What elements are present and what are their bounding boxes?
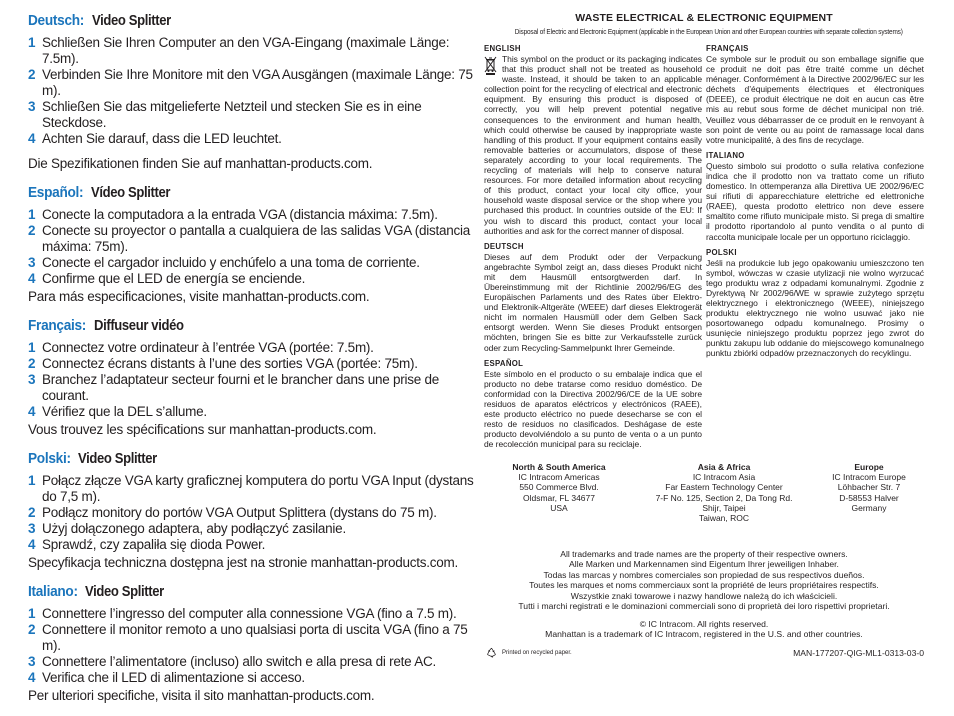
step-text: Confirme que el LED de energía se enciende. bbox=[42, 271, 306, 286]
step-text: Connettere l’ingresso del computer alla connessione VGA (fino a 7.5 m). bbox=[42, 606, 457, 621]
step-text: Conecte el cargador incluido y enchúfelo a una toma de corriente. bbox=[42, 255, 420, 270]
step bbox=[28, 340, 474, 356]
address-europe bbox=[814, 462, 924, 523]
spec-note: Para más especificaciones, visite manhattan-products.com. bbox=[28, 289, 370, 304]
steps-list bbox=[28, 340, 474, 420]
address-line: Germany bbox=[851, 502, 887, 513]
step-number: 3 bbox=[28, 654, 36, 669]
crossed-out-bin-icon bbox=[484, 55, 497, 75]
address-line: Far Eastern Technology Center bbox=[665, 482, 783, 493]
step-text: Connectez votre ordinateur à l’entrée VGA (portée: 7.5m). bbox=[42, 340, 374, 355]
weee-column-left bbox=[484, 44, 702, 455]
section-title: Video Splitter bbox=[85, 584, 165, 600]
weee-language: POLSKI bbox=[706, 247, 737, 257]
language-name: Français: bbox=[28, 318, 87, 334]
weee-title: WASTE ELECTRICAL & ELECTRONIC EQUIPMENT bbox=[575, 12, 833, 24]
section-title: Diffuseur vidéo bbox=[94, 318, 184, 334]
section-title: Video Splitter bbox=[77, 451, 157, 467]
step-number: 1 bbox=[28, 473, 36, 488]
steps-list bbox=[28, 606, 474, 686]
spec-note: Die Spezifikationen finden Sie auf manhattan-products.com. bbox=[28, 156, 373, 171]
spec-note: Specyfikacja techniczna dostępna jest na stronie manhattan-products.com. bbox=[28, 555, 458, 570]
spec-note: Vous trouvez les spécifications sur manhattan-products.com. bbox=[28, 422, 377, 437]
weee-language: ENGLISH bbox=[484, 44, 521, 53]
trademark-line: Todas las marcas y nombres comerciales son propiedad de sus respectivos dueños. bbox=[543, 569, 865, 580]
step bbox=[28, 255, 474, 271]
step bbox=[28, 505, 474, 521]
weee-subtitle: Disposal of Electric and Electronic Equipment (applicable in the European Union and other European countries with separate collection systems) bbox=[514, 27, 903, 36]
weee-text: Jeśli na produkcie lub jego opakowaniu umieszczono ten symbol, wówczas w czasie utylizacji nie wolno wyrzucać tego produktu wraz z odpadami komunalnymi. Zgodnie z Dyrektywą Nr 2002/96/WE w sprawie zużytego sprzętu elektrycznego i elektronicznego (WEEE), niniejszego produktu elektrycznego nie wolno usuwać jako nie posortowanego odpadu komunalnego. Prosimy o usunięcie niniejszego produktu poprzez jego zwrot do punktu zakupu lub oddanie do miejscowego komunalnego punktu zbiórki odpadów przeznaczonych do recyklingu. bbox=[706, 257, 924, 359]
step-number: 4 bbox=[28, 271, 36, 286]
step bbox=[28, 67, 474, 99]
step bbox=[28, 537, 474, 553]
address-region: Asia & Africa bbox=[697, 462, 751, 472]
step bbox=[28, 521, 474, 537]
step-number: 1 bbox=[28, 35, 36, 50]
office-addresses bbox=[484, 462, 924, 523]
step-text: Schließen Sie Ihren Computer an den VGA-Eingang (maximale Länge: 7.5m). bbox=[42, 35, 450, 66]
step-number: 3 bbox=[28, 521, 36, 536]
weee-text: Este símbolo en el producto o su embalaje indica que el producto no debe tratarse como residuo doméstico. De conformidad con la Directiva 2002/96/CE de la UE sobre residuos de aparatos eléctricos y electrónicos (RAEE), este producto eléctrico no puede desecharse se con el resto de residuos no clasificados. Deshágase de este producto devolviéndolo a su punto de venta o a un punto de recolección municipal para su reciclaje. bbox=[484, 368, 702, 450]
weee-block-francais bbox=[706, 44, 924, 145]
address-line: Taiwan, ROC bbox=[698, 513, 750, 524]
section-title: Vídeo Splitter bbox=[91, 185, 171, 201]
document-number: MAN-177207-QIG-ML1-0313-03-0 bbox=[793, 648, 924, 658]
step-text: Verbinden Sie Ihre Monitore mit den VGA Ausgängen (maximale Länge: 75 m). bbox=[42, 67, 473, 98]
step-number: 2 bbox=[28, 223, 36, 238]
address-line: 7-F No. 125, Section 2, Da Tong Rd. bbox=[655, 492, 793, 503]
copyright-notice bbox=[484, 619, 924, 640]
language-name: Español: bbox=[28, 185, 84, 201]
weee-text: Questo simbolo sui prodotto o sulla relativa confezione indica che il prodotto non va trattato come un rifiuto domestico. In ottemperanza alla Direttiva UE 2002/96/EC sui rifiuti di apparecchiature elettriche ed elettroniche (RAEE), questa prodotto elettrico non deve essere smaltito come rifiuto municipale misto. Si prega di smaltire il prodotto riportandolo al punto vendita o al punto di raccolta municipale locale per un opportuno riciclaggio. bbox=[706, 160, 924, 242]
steps-list bbox=[28, 473, 474, 553]
steps-list bbox=[28, 207, 474, 287]
step-text: Vérifiez que la DEL s’allume. bbox=[42, 404, 207, 419]
step-number: 2 bbox=[28, 622, 36, 637]
step bbox=[28, 131, 474, 147]
step-text: Conecte la computadora a la entrada VGA (distancia máxima: 7.5m). bbox=[42, 207, 438, 222]
step-number: 3 bbox=[28, 99, 36, 114]
step-text: Użyj dołączonego adaptera, aby podłączyć zasilanie. bbox=[42, 521, 346, 536]
weee-text bbox=[484, 54, 702, 236]
address-line: IC Intracom Americas bbox=[518, 472, 600, 483]
step-number: 1 bbox=[28, 340, 36, 355]
step bbox=[28, 372, 474, 404]
section-title: Video Splitter bbox=[92, 13, 171, 29]
step-number: 4 bbox=[28, 404, 36, 419]
section-deutsch bbox=[28, 12, 474, 172]
trademark-line: All trademarks and trade names are the property of their respective owners. bbox=[560, 549, 848, 559]
step-text: Connettere il monitor remoto a uno qualsiasi porta di uscita VGA (fino a 75 m). bbox=[42, 622, 468, 653]
weee-text-columns bbox=[484, 44, 924, 455]
address-line: 550 Commerce Blvd. bbox=[519, 482, 599, 493]
trademark-line: Tutti i marchi registrati e le dominazioni commerciali sono di proprietà dei loro rispettivi proprietari. bbox=[518, 601, 890, 612]
address-asia bbox=[649, 462, 799, 523]
section-italiano bbox=[28, 583, 474, 704]
step bbox=[28, 99, 474, 131]
step bbox=[28, 473, 474, 505]
step-text: Connectez écrans distants à l’une des sorties VGA (portée: 75m). bbox=[42, 356, 418, 371]
section-header bbox=[28, 12, 474, 33]
step-text: Sprawdź, czy zapaliła się dioda Power. bbox=[42, 537, 266, 552]
weee-language: FRANÇAIS bbox=[706, 44, 749, 53]
step-text: Conecte su proyector o pantalla a cualquiera de las salidas VGA (distancia máxima: 75m). bbox=[42, 223, 471, 254]
weee-column-right bbox=[706, 44, 924, 455]
step-text: Połącz złącze VGA karty graficznej komputera do portu VGA Input (dystans do 7,5 m). bbox=[42, 473, 474, 504]
section-header bbox=[28, 184, 474, 205]
weee-block-espanol bbox=[484, 359, 702, 450]
address-line: IC Intracom Europe bbox=[832, 472, 906, 483]
step-number: 2 bbox=[28, 505, 36, 520]
address-line: USA bbox=[550, 502, 568, 513]
weee-block-polski bbox=[706, 248, 924, 359]
step-number: 2 bbox=[28, 356, 36, 371]
address-region: North & South America bbox=[512, 462, 606, 472]
language-name: Italiano: bbox=[28, 584, 78, 600]
trademark-line: Wszystkie znaki towarowe i nazwy handlowe należą do ich właścicieli. bbox=[570, 590, 838, 601]
step bbox=[28, 35, 474, 67]
step-number: 1 bbox=[28, 207, 36, 222]
step bbox=[28, 670, 474, 686]
address-line: D-58553 Halver bbox=[839, 492, 899, 503]
weee-language: ESPAÑOL bbox=[484, 358, 524, 368]
step-number: 1 bbox=[28, 606, 36, 621]
copyright-line: Manhattan is a trademark of IC Intracom, registered in the U.S. and other countries. bbox=[545, 629, 863, 640]
step bbox=[28, 404, 474, 420]
step bbox=[28, 223, 474, 255]
address-americas bbox=[484, 462, 634, 523]
trademark-line: Toutes les marques et noms commerciaux sont la propriété de leurs propriétaires respectifs. bbox=[529, 580, 879, 591]
recycle-icon bbox=[486, 647, 497, 658]
weee-language: ITALIANO bbox=[706, 150, 745, 160]
weee-block-deutsch bbox=[484, 242, 702, 353]
section-header bbox=[28, 450, 474, 471]
instructions-column bbox=[28, 12, 474, 716]
weee-text-body: This symbol on the product or its packaging indicates that this product shall not be treated as household waste. Instead, it should be taken to an applicable collection point for the recycling of electrical and electronic equipment. By ensuring this product is disposed of correctly, you will help prevent potential negative consequences to the environment and human health, which could otherwise be caused by inappropriate waste handling of this product. If your equipment contains easily removable batteries or accumulators, dispose of these separately according to your local requirements. The recycling of materials will help to conserve natural resources. For more detailed information about recycling of this product, contact your local city office, your household waste disposal service or the shop where you purchased this product. In countries outside of the EU: If you wish to discard this product, contact your local authorities and ask for the correct manner of disposal. bbox=[484, 54, 702, 236]
step-number: 3 bbox=[28, 255, 36, 270]
language-name: Deutsch: bbox=[28, 13, 85, 29]
step-text: Achten Sie darauf, dass die LED leuchtet. bbox=[42, 131, 282, 146]
section-espanol bbox=[28, 184, 474, 305]
spec-note: Per ulteriori specifiche, visita il sito manhattan-products.com. bbox=[28, 688, 375, 703]
language-name: Polski: bbox=[28, 451, 71, 467]
trademark-line: Alle Marken und Markennamen sind Eigentum Ihrer jeweiligen Inhaber. bbox=[569, 559, 839, 570]
step-number: 4 bbox=[28, 131, 36, 146]
step-number: 4 bbox=[28, 670, 36, 685]
copyright-line: © IC Intracom. All rights reserved. bbox=[639, 619, 769, 629]
step bbox=[28, 654, 474, 670]
step bbox=[28, 271, 474, 287]
address-line: IC Intracom Asia bbox=[692, 472, 756, 483]
address-line: Shijr, Taipei bbox=[702, 502, 746, 513]
step-number: 2 bbox=[28, 67, 36, 82]
trademark-notices bbox=[484, 549, 924, 611]
section-francais bbox=[28, 317, 474, 438]
step bbox=[28, 356, 474, 372]
step bbox=[28, 606, 474, 622]
section-header bbox=[28, 583, 474, 604]
step bbox=[28, 622, 474, 654]
recycled-text: Printed on recycled paper. bbox=[502, 649, 572, 656]
step-text: Branchez l’adaptateur secteur fourni et le brancher dans une prise de courant. bbox=[42, 372, 440, 403]
weee-text: Ce symbole sur le produit ou son emballage signifie que ce produit ne doit pas être traité comme un déchet ménager. Conformément à la Directive 2002/96/EC sur les déchets d’équipements électriques et électroniques (DEEE), ce produit électrique ne doit en aucun cas être mis au rebut sous forme de déchet municipal non trié. Veuillez vous débarrasser de ce produit en le renvoyant à son point de vente ou au point de ramassage local dans votre municipalité, à des fins de recyclage. bbox=[706, 54, 924, 145]
step bbox=[28, 207, 474, 223]
step-number: 3 bbox=[28, 372, 36, 387]
section-header bbox=[28, 317, 474, 338]
address-line: Löhbacher Str. 7 bbox=[837, 482, 901, 493]
step-number: 4 bbox=[28, 537, 36, 552]
weee-block-english bbox=[484, 44, 702, 236]
address-line: Oldsmar, FL 34677 bbox=[523, 492, 595, 503]
weee-text: Dieses auf dem Produkt oder der Verpackung angebrachte Symbol zeigt an, dass dieses Produkt nicht mit dem Hausmüll entsorgtwerden darf. In Übereinstimmung mit der Richtlinie 2002/96/EG des Europäischen Parlaments und des Rates über Elektro- und Elektronik-Altgeräte (WEEE) darf dieses Elektrogerät nicht im normalen Hausmüll oder dem Gelben Sack entsorgt werden. Wenn Sie dieses Produkt entsorgen möchten, bringen Sie es bitte zur Verkaufsstelle zurück oder zum Recycling-Sammelpunkt Ihrer Gemeinde. bbox=[484, 251, 702, 353]
section-polski bbox=[28, 450, 474, 571]
weee-language: DEUTSCH bbox=[484, 241, 524, 251]
step-text: Verifica che il LED di alimentazione si acceso. bbox=[42, 670, 305, 685]
step-text: Schließen Sie das mitgelieferte Netzteil und stecken Sie es in eine Steckdose. bbox=[42, 99, 422, 130]
step-text: Podłącz monitory do portów VGA Output Splittera (dystans do 75 m). bbox=[42, 505, 437, 520]
step-text: Connettere l’alimentatore (incluso) allo switch e alla presa di rete AC. bbox=[42, 654, 436, 669]
steps-list bbox=[28, 35, 474, 147]
weee-block-italiano bbox=[706, 151, 924, 242]
address-region: Europe bbox=[854, 462, 884, 472]
recycled-paper-note bbox=[486, 647, 572, 658]
